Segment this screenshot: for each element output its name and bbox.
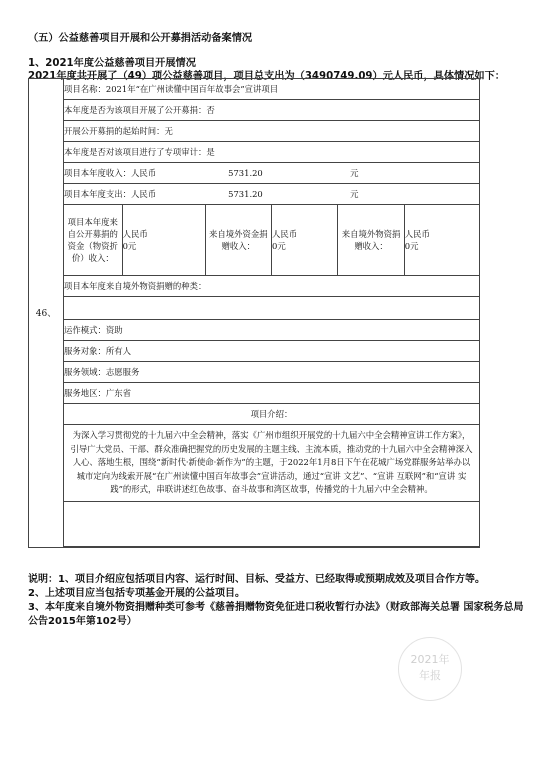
intro-blank bbox=[64, 501, 479, 546]
goods-type-blank bbox=[64, 297, 479, 320]
operation-mode-row: 运作模式：资助 bbox=[64, 320, 479, 341]
overseas-goods-label: 来自境外物资捐赠收入： bbox=[338, 205, 404, 276]
domestic-funds-value: 人民币 0元 bbox=[122, 205, 205, 276]
summary-line: 2021年度共开展了（49）项公益慈善项目，项目总支出为（3490749.09）元人民币，具体情况如下： bbox=[28, 71, 505, 82]
expense-label: 项目本年度支出：人民币 bbox=[64, 189, 157, 199]
section-title: （五）公益慈善项目开展和公开募捐活动备案情况 bbox=[28, 33, 253, 44]
note-2: 2、上述项目应当包括专项基金开展的公益项目。 bbox=[28, 588, 245, 599]
fundraising-start-row: 开展公开募捐的起始时间：无 bbox=[64, 121, 479, 142]
income-unit: 元 bbox=[350, 168, 359, 178]
service-field-row: 服务领域：志愿服务 bbox=[64, 362, 479, 383]
project-detail-cell bbox=[64, 79, 480, 548]
note-1: 说明：1、项目介绍应包括项目内容、运行时间、目标、受益方、已经取得或预期成效及项目合作方等。 bbox=[28, 574, 485, 585]
subtitle: 1、2021年度公益慈善项目开展情况 bbox=[28, 58, 196, 69]
expense-unit: 元 bbox=[350, 189, 359, 199]
project-table bbox=[28, 78, 480, 548]
audit-row: 本年度是否对该项目进行了专项审计：是 bbox=[64, 142, 479, 163]
project-detail-table bbox=[64, 79, 479, 547]
overseas-cash-value: 人民币 0元 bbox=[271, 205, 337, 276]
project-seq: 46、 bbox=[29, 79, 64, 548]
goods-type-row: 项目本年度来自境外物资捐赠的种类： bbox=[64, 276, 479, 297]
overseas-cash-label: 来自境外资金捐赠收入： bbox=[205, 205, 271, 276]
intro-title: 项目介绍： bbox=[64, 404, 479, 425]
expense-value: 5731.20 bbox=[228, 189, 263, 199]
intro-text: 为深入学习贯彻党的十九届六中全会精神，落实《广州市组织开展党的十九届六中全会精神宣讲工作方案》，引导广大党员、干部、群众准确把握党的历史发展的主题主线、主流本质，推动党的十九届六中全会精神深入人心、落地生根，围绕“新时代·新使命·新作为”的主题，于2022年1月8日下午在花城广场党群服务站举办以城市定向为线索开展“在广州读懂中国百年故事会”宣讲活动，通过“宣讲 文艺”、“宣讲 互联网”和“宣讲 实践”的形式，串联讲述红色故事、奋斗故事和湾区故事，传播党的十九届六中全会精神。 bbox=[64, 425, 479, 502]
overseas-goods-value: 人民币 0元 bbox=[404, 205, 479, 276]
note-3: 3、本年度来自境外物资捐赠种类可参考《慈善捐赠物资免征进口税收暂行办法》（财政部海关总署 国家税务总局公告2015年第102号） bbox=[28, 602, 524, 627]
income-label: 项目本年度收入：人民币 bbox=[64, 168, 157, 178]
service-area-row: 服务地区：广东省 bbox=[64, 383, 479, 404]
income-value: 5731.20 bbox=[228, 168, 263, 178]
notes bbox=[28, 573, 528, 629]
stamp-label: 年报 bbox=[419, 669, 441, 682]
annual-report-stamp bbox=[398, 637, 462, 701]
service-target-row: 服务对象：所有人 bbox=[64, 341, 479, 362]
expense-row bbox=[64, 184, 479, 205]
public-fundraising-row: 本年度是否为该项目开展了公开募捐：否 bbox=[64, 100, 479, 121]
income-row bbox=[64, 163, 479, 184]
project-name: 项目名称：2021年“在广州读懂中国百年故事会”宣讲项目 bbox=[64, 79, 479, 100]
domestic-funds-label: 项目本年度来自公开募捐的资金（物资折价）收入： bbox=[64, 205, 122, 276]
stamp-year: 2021年 bbox=[410, 653, 450, 666]
